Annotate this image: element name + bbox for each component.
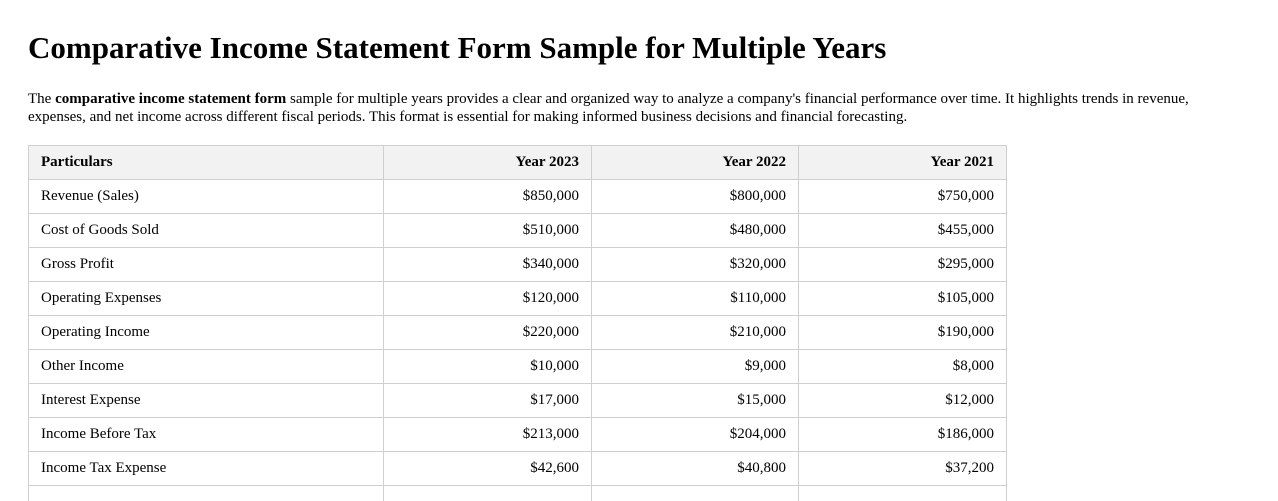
- value-2022: $9,000: [592, 350, 799, 384]
- row-label: Income Before Tax: [29, 418, 384, 452]
- table-row: [29, 418, 1007, 452]
- value-2023: $220,000: [384, 316, 592, 350]
- income-statement-table: [28, 145, 1007, 501]
- intro-text-rest: sample for multiple years provides a clear and organized way to analyze a company's financial performance over time. It highlights trends in revenue, expenses, and net income across different fiscal periods. This format is essential for making informed business decisions and financial forecasting.: [28, 91, 1189, 125]
- table-row: [29, 452, 1007, 486]
- value-2021: $750,000: [799, 180, 1007, 214]
- value-2023: $42,600: [384, 452, 592, 486]
- header-particulars: Particulars: [29, 146, 384, 180]
- table-row: [29, 282, 1007, 316]
- header-year-2023: Year 2023: [384, 146, 592, 180]
- header-year-2021: Year 2021: [799, 146, 1007, 180]
- table-row: [29, 384, 1007, 418]
- row-label: Interest Expense: [29, 384, 384, 418]
- table-row: [29, 316, 1007, 350]
- value-2021: $12,000: [799, 384, 1007, 418]
- value-2021: $186,000: [799, 418, 1007, 452]
- value-2022: $110,000: [592, 282, 799, 316]
- value-2023: $850,000: [384, 180, 592, 214]
- row-label: Other Income: [29, 350, 384, 384]
- value-2023: $17,000: [384, 384, 592, 418]
- value-2022: $800,000: [592, 180, 799, 214]
- value-2021: $455,000: [799, 214, 1007, 248]
- table-row: [29, 350, 1007, 384]
- value-2022: $15,000: [592, 384, 799, 418]
- table-row: [29, 180, 1007, 214]
- value-2022: $210,000: [592, 316, 799, 350]
- value-2021: $8,000: [799, 350, 1007, 384]
- intro-bold-term: comparative income statement form: [55, 91, 287, 107]
- table-header-row: [29, 146, 1007, 180]
- value-2023: $510,000: [384, 214, 592, 248]
- value-2022: $480,000: [592, 214, 799, 248]
- intro-paragraph: [28, 90, 1228, 126]
- value-2023: $340,000: [384, 248, 592, 282]
- table-row-partial: [29, 486, 1007, 501]
- row-label: Income Tax Expense: [29, 452, 384, 486]
- row-label: Operating Expenses: [29, 282, 384, 316]
- value-2021: $295,000: [799, 248, 1007, 282]
- value-2022: $204,000: [592, 418, 799, 452]
- value-2023: $120,000: [384, 282, 592, 316]
- value-2022: $40,800: [592, 452, 799, 486]
- table-row: [29, 214, 1007, 248]
- intro-text-start: The: [28, 91, 56, 107]
- row-label: Operating Income: [29, 316, 384, 350]
- value-2021: $37,200: [799, 452, 1007, 486]
- value-2023: $10,000: [384, 350, 592, 384]
- header-year-2022: Year 2022: [592, 146, 799, 180]
- value-2022: $320,000: [592, 248, 799, 282]
- row-label: Revenue (Sales): [29, 180, 384, 214]
- row-label: Cost of Goods Sold: [29, 214, 384, 248]
- value-2021: $105,000: [799, 282, 1007, 316]
- page-title: Comparative Income Statement Form Sample for Multiple Years: [28, 30, 887, 65]
- table-row: [29, 248, 1007, 282]
- value-2023: $213,000: [384, 418, 592, 452]
- value-2021: $190,000: [799, 316, 1007, 350]
- row-label: Gross Profit: [29, 248, 384, 282]
